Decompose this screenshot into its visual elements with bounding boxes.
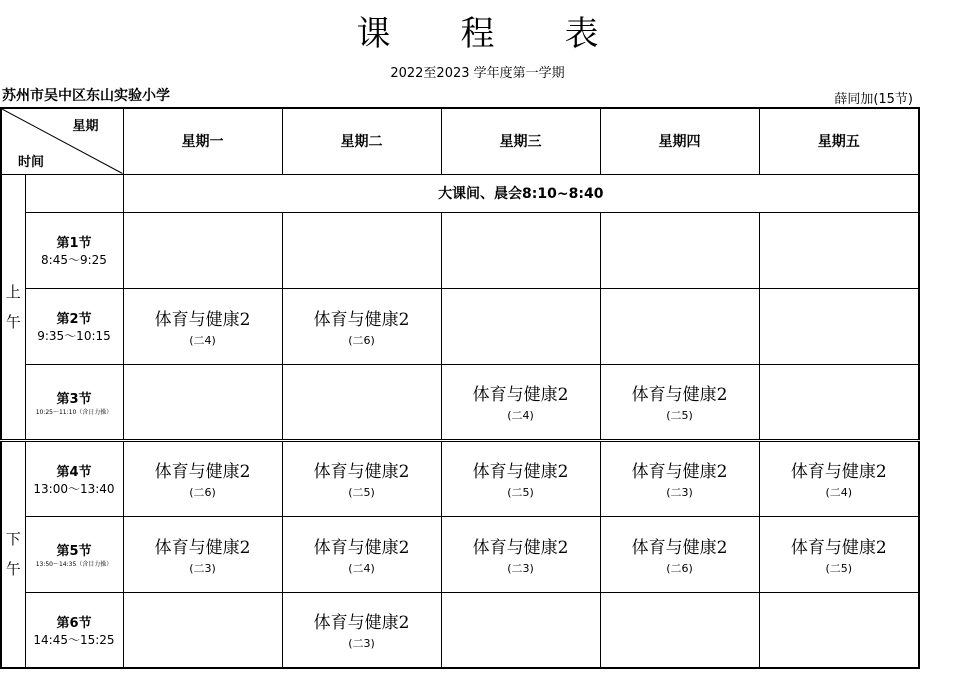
course-name: 体育与健康2 <box>154 537 251 558</box>
class-group: (二4) <box>507 409 534 422</box>
day-header-mon: 星期一 <box>123 108 282 174</box>
class-cell <box>600 516 759 592</box>
class-group: (二4) <box>348 561 375 575</box>
class-group: (二4) <box>189 333 216 347</box>
course-name: 体育与健康2 <box>790 462 887 482</box>
class-cell <box>282 364 441 440</box>
period-row-2 <box>1 288 919 364</box>
class-cell <box>759 288 919 364</box>
class-cell <box>759 212 919 288</box>
class-cell <box>123 592 282 668</box>
class-cell <box>441 592 600 668</box>
term-subtitle: 2022至2023 学年度第一学期 <box>390 66 565 81</box>
class-cell <box>759 592 919 668</box>
corner-day-label: 星期 <box>72 119 99 134</box>
course-name: 体育与健康2 <box>472 537 569 558</box>
period-row-1 <box>1 212 919 288</box>
course-name: 体育与健康2 <box>313 309 410 330</box>
period-label: 第1节 8:45～9:25 <box>25 212 123 288</box>
period-row-4 <box>1 440 919 516</box>
corner-cell <box>1 108 123 174</box>
assembly-cell: 大课间、晨会8:10~8:40 <box>123 174 919 212</box>
class-cell <box>441 364 600 440</box>
period-row-5 <box>1 516 919 592</box>
school-name: 苏州市吴中区东山实验小学 <box>2 88 170 104</box>
class-group: (二3) <box>666 486 693 499</box>
class-group: (二5) <box>825 561 853 575</box>
class-cell <box>600 592 759 668</box>
period-label: 第5节 13:50～14:35（含目力操） <box>25 516 123 592</box>
class-cell <box>282 288 441 364</box>
period-label: 第6节 14:45～15:25 <box>25 592 123 668</box>
timetable <box>0 107 920 669</box>
class-group: (二5) <box>666 409 693 422</box>
class-cell <box>282 440 441 516</box>
period-row-6 <box>1 592 919 668</box>
class-cell <box>759 516 919 592</box>
class-cell <box>123 212 282 288</box>
class-cell <box>441 288 600 364</box>
course-name: 体育与健康2 <box>631 385 728 405</box>
class-group: (二6) <box>348 333 375 347</box>
class-cell <box>123 364 282 440</box>
class-cell <box>282 212 441 288</box>
class-cell <box>759 440 919 516</box>
page-title: 课程表 <box>356 14 669 54</box>
course-name: 体育与健康2 <box>313 537 410 558</box>
course-name: 体育与健康2 <box>154 462 251 482</box>
course-name: 体育与健康2 <box>313 613 410 634</box>
class-cell <box>123 516 282 592</box>
class-cell <box>600 212 759 288</box>
day-header-thu: 星期四 <box>600 108 759 174</box>
day-header-wed: 星期三 <box>441 108 600 174</box>
day-header-fri: 星期五 <box>759 108 919 174</box>
course-name: 体育与健康2 <box>631 537 728 558</box>
class-group: (二6) <box>666 561 693 575</box>
class-group: (二5) <box>348 486 375 499</box>
period-row-3 <box>1 364 919 440</box>
class-cell <box>282 592 441 668</box>
class-group: (二6) <box>189 486 216 499</box>
header-row <box>1 108 919 174</box>
course-name: 体育与健康2 <box>313 462 410 482</box>
course-name: 体育与健康2 <box>631 462 728 482</box>
class-cell <box>600 288 759 364</box>
class-cell <box>600 440 759 516</box>
class-group: (二4) <box>825 486 853 499</box>
class-group: (二3) <box>189 561 216 575</box>
class-cell <box>282 516 441 592</box>
period-label: 第2节 9:35～10:15 <box>25 288 123 364</box>
corner-time-label: 时间 <box>18 154 45 170</box>
course-name: 体育与健康2 <box>472 462 569 482</box>
class-cell <box>441 440 600 516</box>
class-cell <box>441 516 600 592</box>
class-group: (二3) <box>507 561 534 575</box>
morning-label: 上 午 <box>1 174 25 440</box>
class-cell <box>759 364 919 440</box>
class-cell <box>600 364 759 440</box>
day-header-tue: 星期二 <box>282 108 441 174</box>
assembly-blank <box>25 174 123 212</box>
course-name: 体育与健康2 <box>790 537 887 558</box>
class-cell <box>441 212 600 288</box>
afternoon-label: 下 午 <box>1 440 25 668</box>
period-label: 第3节 10:25～11:10（含日力操） <box>25 364 123 440</box>
class-cell <box>123 440 282 516</box>
class-cell <box>123 288 282 364</box>
class-group: (二5) <box>507 486 534 499</box>
period-label: 第4节 13:00～13:40 <box>25 440 123 516</box>
course-name: 体育与健康2 <box>472 385 569 405</box>
teacher-name: 薛同加(15节) <box>834 92 913 107</box>
class-group: (二3) <box>348 637 375 651</box>
assembly-row <box>1 174 919 212</box>
course-name: 体育与健康2 <box>154 309 251 330</box>
